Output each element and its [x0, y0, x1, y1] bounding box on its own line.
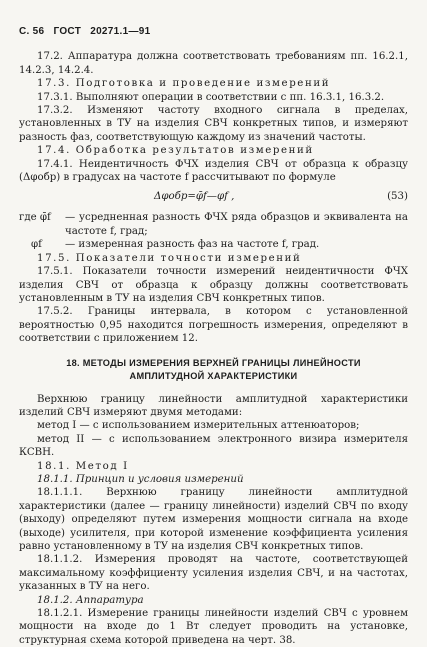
clause-18-1-1: 18.1.1. Принцип и условия измерений	[37, 473, 244, 485]
section-18-intro: Верхнюю границу линейности амплитудной характеристики изделий СВЧ измеряют двумя методами:	[19, 393, 408, 418]
where-item-1	[19, 211, 408, 238]
standard-number: 20271.1—91	[90, 26, 151, 37]
clause-17-4-1: 17.4.1. Неидентичность ФЧХ изделия СВЧ от образца к образцу (Δφобр) в градусах на частоте f рассчитывают по формуле	[19, 158, 408, 184]
clause-18-1-1-1: 18.1.1.1. Верхнюю границу линейности амплитудной характеристики (далее — границу линейности) изделий СВЧ по входу (выходу) определяют путем измерения мощности сигнала на входе (выходе) усилителя, при которой изменение коэффициента усиления равно установленному в ТУ на изделия СВЧ конкретных типов.	[19, 487, 408, 552]
where-symbol-2: φf	[31, 239, 42, 251]
where-text-1: — усредненная разность ФЧХ ряда образцов и эквивалента на частоте f, град;	[65, 212, 408, 237]
method-1-line: метод I — с использованием измерительных аттенюаторов;	[37, 420, 360, 432]
clause-17-4-title: 17.4. Обработка результатов измерений	[37, 145, 314, 157]
standard-label: ГОСТ	[53, 26, 82, 37]
clause-17-3-title: 17.3. Подготовка и проведение измерений	[37, 78, 331, 90]
clause-18-1-1-2: 18.1.1.2. Измерения проводят на частоте, соответствующей максимальному коэффициенту усиления изделия СВЧ, и на частотах, указанных в ТУ на него.	[19, 554, 408, 593]
section-18-heading-line2: АМПЛИТУДНОЙ ХАРАКТЕРИСТИКИ	[129, 370, 298, 381]
formula-number: (53)	[387, 191, 408, 203]
formula-expression: Δφобр=φ̄f—φf ,	[154, 191, 235, 203]
clause-17-5-title: 17.5. Показатели точности измерений	[37, 252, 302, 264]
where-item-2	[19, 238, 408, 251]
clause-17-5-2: 17.5.2. Границы интервала, в котором с установленной вероятностью 0,95 находится погрешность измерения, определяют в соответствии с приложением 12.	[19, 306, 408, 345]
clause-17-2: 17.2. Аппаратура должна соответствовать требованиям пп. 16.2.1, 14.2.3, 14.2.4.	[19, 51, 408, 76]
running-header	[19, 25, 408, 38]
clause-17-3-1: 17.3.1. Выполняют операции в соответствии с пп. 16.3.1, 16.3.2.	[37, 91, 385, 103]
clause-18-1-2: 18.1.2. Аппаратура	[37, 594, 144, 606]
where-symbol-1: где φ̄f	[19, 212, 51, 224]
section-18-heading-line1: 18. МЕТОДЫ ИЗМЕРЕНИЯ ВЕРХНЕЙ ГРАНИЦЫ ЛИНЕЙНОСТИ	[66, 357, 361, 368]
page-number: С. 56	[19, 26, 45, 37]
where-text-2: — измеренная разность фаз на частоте f, град.	[65, 239, 320, 251]
method-2-line: метод II — с использованием электронного визира измерителя КСВН.	[19, 433, 408, 459]
clause-17-3-2: 17.3.2. Изменяют частоту входного сигнала в пределах, установленных в ТУ на изделия СВЧ конкретных типов, и измеряют разность фаз, соответствующую каждому из значений частоты.	[19, 105, 408, 143]
clause-18-1-2-1: 18.1.2.1. Измерение границы линейности изделий СВЧ с уровнем мощности на входе до 1 Вт следует проводить на установке, структурная схема которой приведена на черт. 38.	[19, 608, 408, 646]
formula-53	[19, 188, 408, 208]
clause-18-1: 18.1. Метод I	[37, 460, 129, 472]
section-18-heading	[19, 357, 408, 383]
clause-17-5-1: 17.5.1. Показатели точности измерений неидентичности ФЧХ изделия СВЧ от образца к образцу должны соответствовать установленным в ТУ на изделия СВЧ конкретных типов.	[19, 266, 408, 304]
